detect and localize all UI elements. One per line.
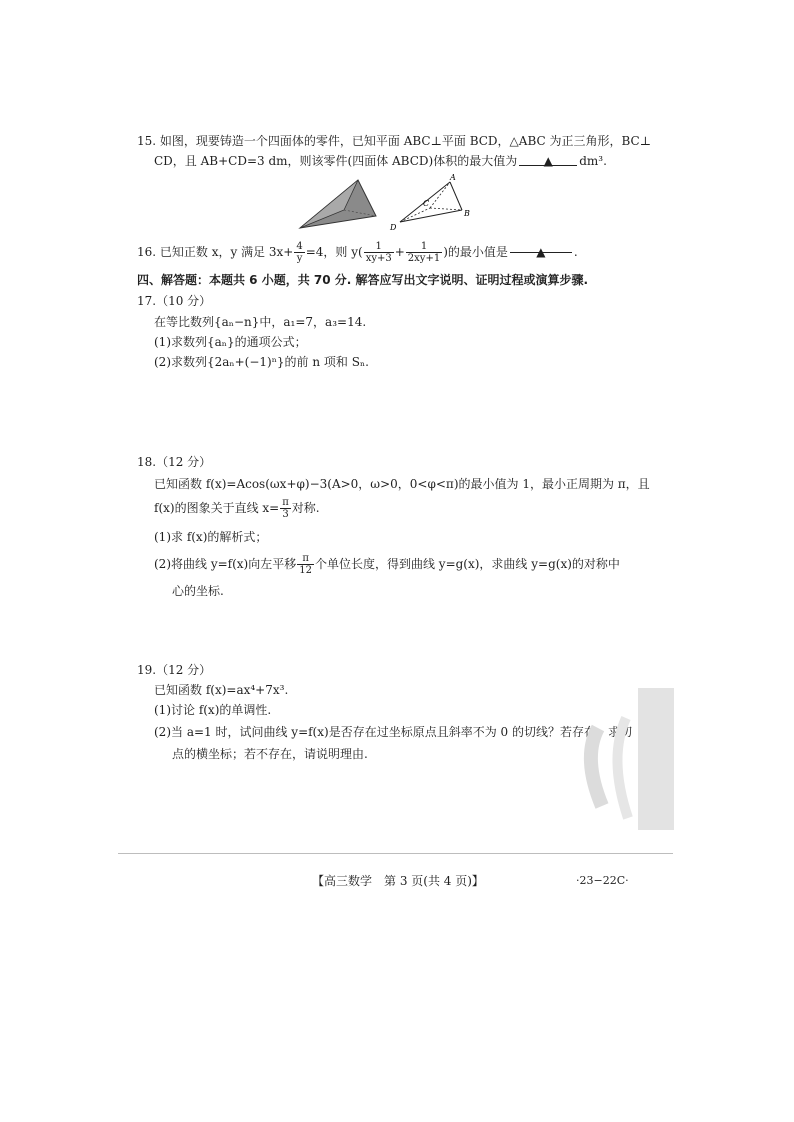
q18-heading: 18.（12 分） xyxy=(137,455,212,469)
q16-plus: + xyxy=(394,245,405,259)
shaded-tetrahedron-figure xyxy=(300,180,376,228)
label-c: C xyxy=(423,199,430,208)
q19-part1: (1)讨论 f(x)的单调性. xyxy=(154,703,272,717)
q18-part2-cont: 心的坐标. xyxy=(172,584,224,598)
q18-line4-pre: (2)将曲线 y=f(x)向左平移 xyxy=(154,557,297,571)
q16-f2-num: 1 xyxy=(364,241,394,253)
footer-code: ·23−22C· xyxy=(576,874,629,887)
q16-f1-den: y xyxy=(296,253,303,264)
q18-part2 xyxy=(154,552,620,576)
triangle-icon: ▲ xyxy=(543,154,553,168)
q18-fraction-pi-3 xyxy=(280,497,291,520)
label-a: A xyxy=(450,173,456,182)
q16-fraction-1 xyxy=(294,241,304,264)
q16-fraction-3 xyxy=(406,241,442,264)
q15-answer-blank xyxy=(519,153,577,166)
q16-text-pre: 16. 已知正数 x，y 满足 3x+ xyxy=(137,245,294,259)
q18-line2-post: 对称. xyxy=(291,501,320,515)
q16-f3-num: 1 xyxy=(406,241,442,253)
q15-unit: dm³. xyxy=(579,154,607,168)
q16-line xyxy=(137,240,578,264)
q15-figures xyxy=(296,172,476,234)
q18-f1-num: π xyxy=(282,497,289,508)
q16-text-mid: =4，则 y( xyxy=(305,245,363,259)
q15-line1: 15. 如图，现要铸造一个四面体的零件，已知平面 ABC⊥平面 BCD，△ABC 为正三角形，BC⊥ xyxy=(137,134,651,148)
q19-line1: 已知函数 f(x)=ax⁴+7x³. xyxy=(154,683,289,697)
q18-f1-den: 3 xyxy=(282,509,289,520)
q18-part1: (1)求 f(x)的解析式； xyxy=(154,530,268,544)
labeled-tetrahedron-figure xyxy=(389,173,470,232)
section-4-heading: 四、解答题：本题共 6 小题，共 70 分. 解答应写出文字说明、证明过程或演算步骤. xyxy=(137,273,589,287)
q19-part2-cont: 点的横坐标；若不存在，请说明理由. xyxy=(172,747,368,761)
footer-page-label: 【高三数学 第 3 页(共 4 页)】 xyxy=(312,874,484,888)
q18-line2-pre: f(x)的图象关于直线 x= xyxy=(154,501,280,515)
q16-f1-num: 4 xyxy=(296,241,303,252)
watermark-stamp xyxy=(578,688,676,830)
q18-f2-num: π xyxy=(297,553,314,565)
q18-line2 xyxy=(154,496,320,520)
label-d: D xyxy=(390,223,397,232)
q17-heading: 17.（10 分） xyxy=(137,294,212,308)
q15-line2-text: CD，且 AB+CD=3 dm，则该零件(四面体 ABCD)体积的最大值为 xyxy=(154,154,518,168)
q15-line2 xyxy=(154,153,607,169)
q18-f2-den: 12 xyxy=(299,565,312,576)
q17-line1: 在等比数列{aₙ−n}中，a₁=7，a₃=14. xyxy=(154,315,367,329)
q19-part2: (2)当 a=1 时，试问曲线 y=f(x)是否存在过坐标原点且斜率不为 0 的切线？若存在，求切 xyxy=(154,725,632,739)
q18-line1: 已知函数 f(x)=Acos(ωx+φ)−3(A>0，ω>0，0<φ<π)的最小值为 1，最小正周期为 π，且 xyxy=(154,477,650,491)
q16-f2-den: xy+3 xyxy=(365,253,392,264)
q16-fraction-2 xyxy=(364,241,394,264)
q16-end: . xyxy=(573,245,578,259)
q17-part2: (2)求数列{2aₙ+(−1)ⁿ}的前 n 项和 Sₙ. xyxy=(154,355,369,369)
q17-part1: (1)求数列{aₙ}的通项公式； xyxy=(154,335,307,349)
q16-answer-blank xyxy=(510,240,572,259)
q16-text-post: )的最小值是 xyxy=(443,245,508,259)
q18-line4-post: 个单位长度，得到曲线 y=g(x)，求曲线 y=g(x)的对称中 xyxy=(314,557,620,571)
q18-fraction-pi-12 xyxy=(297,553,314,576)
q16-f3-den: 2xy+1 xyxy=(407,253,441,264)
triangle-icon: ▲ xyxy=(536,245,546,259)
q19-heading: 19.（12 分） xyxy=(137,663,212,677)
label-b: B xyxy=(464,209,470,218)
footer-divider xyxy=(118,853,673,854)
